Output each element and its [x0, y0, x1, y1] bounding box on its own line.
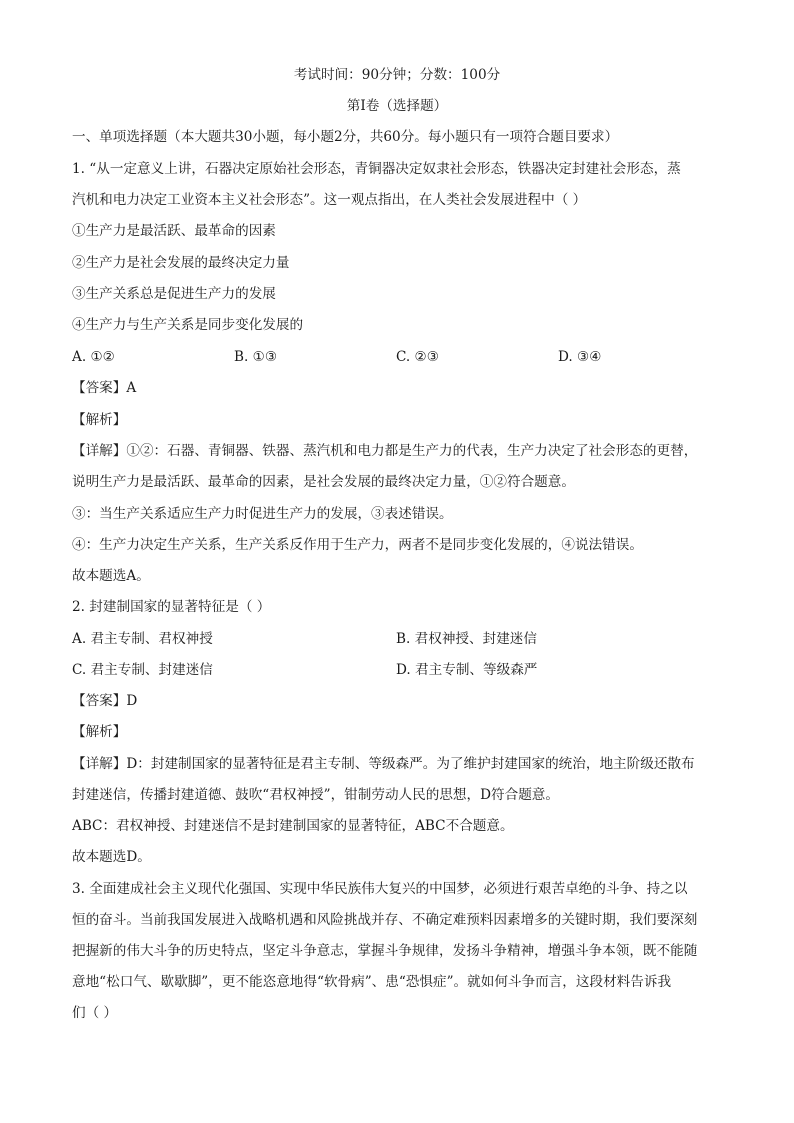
q1-detail-line2: 说明生产力是最活跃、最革命的因素，是社会发展的最终决定力量，①②符合题意。	[72, 474, 575, 490]
q1-option-b: B. ①③	[234, 349, 278, 365]
q1-detail-line4: ④：生产力决定生产关系，生产关系反作用于生产力，两者不是同步变化发展的，④说法错误。	[72, 537, 643, 553]
q3-stem-line1: 3. 全面建成社会主义现代化强国、实现中华民族伟大复兴的中国梦，必须进行艰苦卓绝的斗争、持之以	[72, 881, 688, 897]
q1-detail-line1: 【详解】①②：石器、青铜器、铁器、蒸汽机和电力都是生产力的代表，生产力决定了社会形态的更替，	[72, 443, 698, 459]
q2-stem: 2. 封建制国家的显著特征是（ ）	[72, 599, 271, 615]
q2-detail-line2: 封建迷信，传播封建道德、鼓吹“君权神授”，钳制劳动人民的思想，D符合题意。	[72, 787, 559, 803]
q1-conclusion: 故本题选A。	[72, 568, 150, 584]
q1-detail-line3: ③：当生产关系适应生产力时促进生产力的发展，③表述错误。	[72, 506, 453, 522]
section-title: 第Ⅰ卷（选择题）	[346, 98, 448, 114]
exam-info: 考试时间：90分钟；分数：100分	[293, 67, 501, 83]
q2-analysis-label: 【解析】	[72, 724, 127, 740]
q2-option-c: C. 君主专制、封建迷信	[72, 662, 213, 678]
q1-statement-2: ②生产力是社会发展的最终决定力量	[72, 255, 290, 271]
q3-stem-line4: 意地“松口气、歇歇脚”，更不能恣意地得“软骨病”、患“恐惧症”。就如何斗争而言，这段材料告诉我	[72, 974, 672, 990]
q2-conclusion: 故本题选D。	[72, 849, 151, 865]
q1-statement-1: ①生产力是最活跃、最革命的因素	[72, 223, 276, 239]
q1-option-c: C. ②③	[396, 349, 439, 365]
q2-detail-line3: ABC：君权神授、封建迷信不是封建制国家的显著特征，ABC不合题意。	[72, 818, 514, 834]
q1-stem-line2: 汽机和电力决定工业资本主义社会形态”。这一观点指出，在人类社会发展进程中（ ）	[72, 192, 587, 208]
q1-statement-4: ④生产力与生产关系是同步变化发展的	[72, 317, 304, 333]
q2-answer: 【答案】D	[72, 693, 138, 709]
q2-option-d: D. 君主专制、等级森严	[396, 662, 538, 678]
q3-stem-line3: 把握新的伟大斗争的历史特点，坚定斗争意志，掌握斗争规律，发扬斗争精神，增强斗争本领，既不能随	[72, 943, 698, 959]
q1-answer: 【答案】A	[72, 380, 137, 396]
q2-option-b: B. 君权神授、封建迷信	[396, 631, 537, 647]
q1-option-a: A. ①②	[72, 349, 115, 365]
part-instruction: 一、单项选择题（本大题共30小题，每小题2分，共60分。每小题只有一项符合题目要求）	[72, 129, 619, 145]
q2-option-a: A. 君主专制、君权神授	[72, 631, 213, 647]
q1-statement-3: ③生产关系总是促进生产力的发展	[72, 286, 276, 302]
q3-stem-line2: 恒的奋斗。当前我国发展进入战略机遇和风险挑战并存、不确定难预料因素增多的关键时期，我们要深刻	[72, 912, 698, 928]
q3-stem-line5: 们（ ）	[72, 1005, 118, 1021]
q1-option-d: D. ③④	[558, 349, 602, 365]
q2-detail-line1: 【详解】D：封建制国家的显著特征是君主专制、等级森严。为了维护封建国家的统治，地主阶级还散布	[72, 756, 695, 772]
q1-analysis-label: 【解析】	[72, 412, 127, 428]
q1-stem-line1: 1. “从一定意义上讲，石器决定原始社会形态，青铜器决定奴隶社会形态，铁器决定封建社会形态，蒸	[72, 161, 681, 177]
